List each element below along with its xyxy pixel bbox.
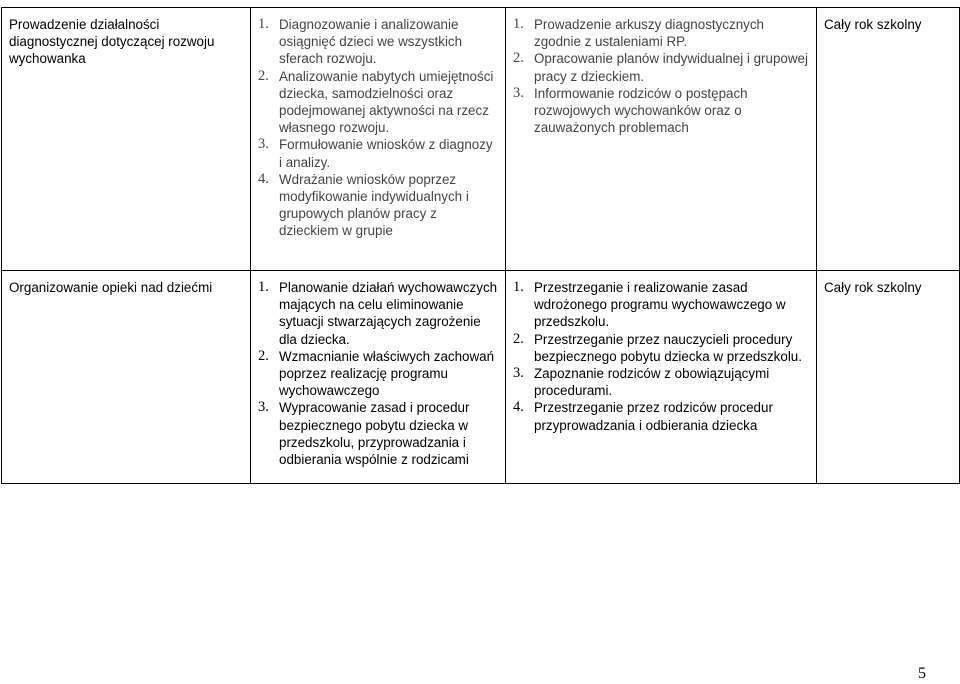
item-number: 4.	[513, 399, 524, 416]
methods-list	[513, 16, 810, 136]
item-number: 1.	[258, 16, 269, 32]
item-text: Przestrzeganie przez rodziców procedur przyprowadzania i odbierania dziecka	[534, 400, 773, 433]
item-text: Wzmacnianie właściwych zachowań poprzez realizację programu wychowawczego	[279, 348, 495, 399]
list-item	[258, 279, 499, 348]
area-text: Organizowanie opieki nad dziećmi	[9, 280, 213, 295]
item-number: 3.	[258, 399, 269, 416]
tasks-list	[258, 16, 499, 240]
tasks-list	[258, 279, 499, 468]
methods-cell	[506, 8, 817, 271]
area-text: Prowadzenie działalności diagnostycznej dotyczącej rozwoju wychowanka	[9, 17, 215, 67]
item-text: Wdrażanie wniosków poprzez modyfikowanie indywidualnych i grupowych planów pracy z dzieckiem w grupie	[279, 171, 469, 239]
table-row	[2, 8, 960, 271]
list-item	[258, 171, 499, 240]
item-number: 4.	[258, 170, 269, 187]
term-text: Cały rok szkolny	[824, 280, 922, 295]
item-number: 2.	[258, 67, 269, 84]
table-row	[2, 271, 960, 484]
list-item	[513, 16, 810, 50]
item-number: 3.	[513, 365, 524, 382]
page-number: 5	[918, 665, 926, 682]
item-text: Opracowanie planów indywidualnej i grupowej pracy z dzieckiem.	[534, 51, 808, 84]
list-item	[258, 136, 499, 170]
list-item	[513, 365, 810, 399]
area-cell	[2, 8, 251, 271]
item-number: 1.	[258, 279, 269, 295]
item-text: Formułowanie wniosków z diagnozy i analizy.	[279, 137, 493, 170]
methods-list	[513, 279, 810, 434]
item-text: Przestrzeganie i realizowanie zasad wdrożonego programu wychowawczego w przedszkolu.	[534, 280, 786, 330]
list-item	[513, 50, 810, 84]
item-number: 1.	[513, 16, 524, 32]
list-item	[258, 399, 499, 468]
item-text: Przestrzeganie przez nauczycieli procedury bezpiecznego pobytu dziecka w przedszkolu.	[534, 331, 802, 364]
item-number: 3.	[513, 84, 524, 101]
term-text: Cały rok szkolny	[824, 17, 922, 32]
item-text: Zapoznanie rodziców z obowiązującymi procedurami.	[534, 366, 770, 399]
list-item	[258, 68, 499, 137]
plan-table	[1, 7, 960, 484]
tasks-cell	[251, 271, 506, 484]
item-number: 3.	[258, 136, 269, 153]
item-number: 2.	[513, 330, 524, 347]
list-item	[258, 348, 499, 400]
list-item	[258, 16, 499, 68]
item-text: Prowadzenie arkuszy diagnostycznych zgodnie z ustaleniami RP.	[534, 17, 764, 50]
term-cell	[817, 8, 960, 271]
item-number: 2.	[258, 347, 269, 364]
list-item	[513, 279, 810, 331]
item-text: Analizowanie nabytych umiejętności dziecka, samodzielności oraz podejmowanej aktywności na rzecz własnego rozwoju.	[279, 68, 494, 136]
list-item	[513, 331, 810, 365]
list-item	[513, 399, 810, 433]
item-number: 1.	[513, 279, 524, 295]
item-text: Diagnozowanie i analizowanie osiągnięć dzieci we wszystkich sferach rozwoju.	[279, 17, 463, 67]
methods-cell	[506, 271, 817, 484]
list-item	[513, 85, 810, 137]
item-text: Informowanie rodziców o postępach rozwojowych wychowanków oraz o zauważonych problemach	[534, 85, 748, 136]
item-text: Planowanie działań wychowawczych mających na celu eliminowanie sytuacji stwarzających zagrożenie dla dziecka.	[279, 280, 498, 347]
item-number: 2.	[513, 50, 524, 67]
term-cell	[817, 271, 960, 484]
tasks-cell	[251, 8, 506, 271]
area-cell	[2, 271, 251, 484]
item-text: Wypracowanie zasad i procedur bezpiecznego pobytu dziecka w przedszkolu, przyprowadzania i odbierania wspólnie z rodzicami	[279, 400, 470, 468]
